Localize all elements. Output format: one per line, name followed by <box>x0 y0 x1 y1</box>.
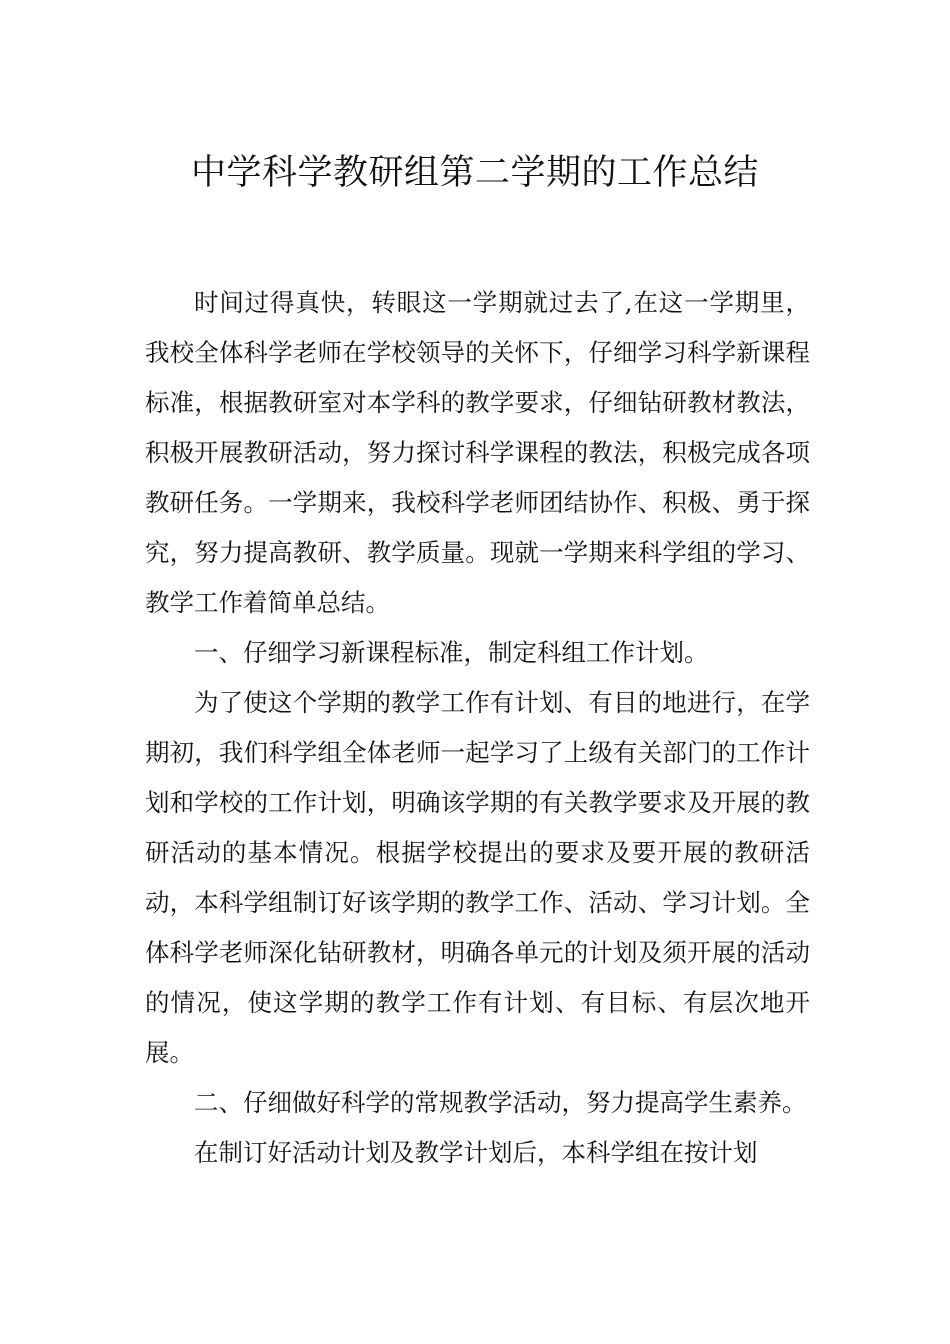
section-heading-1: 一、仔细学习新课程标准，制定科组工作计划。 <box>194 638 709 667</box>
document-body <box>145 278 810 1178</box>
document-title: 中学科学教研组第二学期的工作总结 <box>190 153 759 194</box>
paragraph-intro: 时间过得真快，转眼这一学期就过去了,在这一学期里，我校全体科学老师在学校领导的关怀下，仔细学习科学新课程标准，根据教研室对本学科的教学要求，仔细钻研教材教法，积极开展教研活动，努力探讨科学课程的教法，积极完成各项教研任务。一学期来，我校科学老师团结协作、积极、勇于探究，努力提高教研、教学质量。现就一学期来科学组的学习、教学工作着简单总结。 <box>145 288 810 617</box>
section-heading-2: 二、仔细做好科学的常规教学活动，努力提高学生素养。 <box>194 1088 807 1117</box>
paragraph-section-1: 为了使这个学期的教学工作有计划、有目的地进行，在学期初，我们科学组全体老师一起学习了上级有关部门的工作计划和学校的工作计划，明确该学期的有关教学要求及开展的教研活动的基本情况。根据学校提出的要求及要开展的教研活动，本科学组制订好该学期的教学工作、活动、学习计划。全体科学老师深化钻研教材，明确各单元的计划及须开展的活动的情况，使这学期的教学工作有计划、有目标、有层次地开展。 <box>145 688 810 1067</box>
paragraph-section-2: 在制订好活动计划及教学计划后，本科学组在按计划 <box>194 1138 758 1167</box>
